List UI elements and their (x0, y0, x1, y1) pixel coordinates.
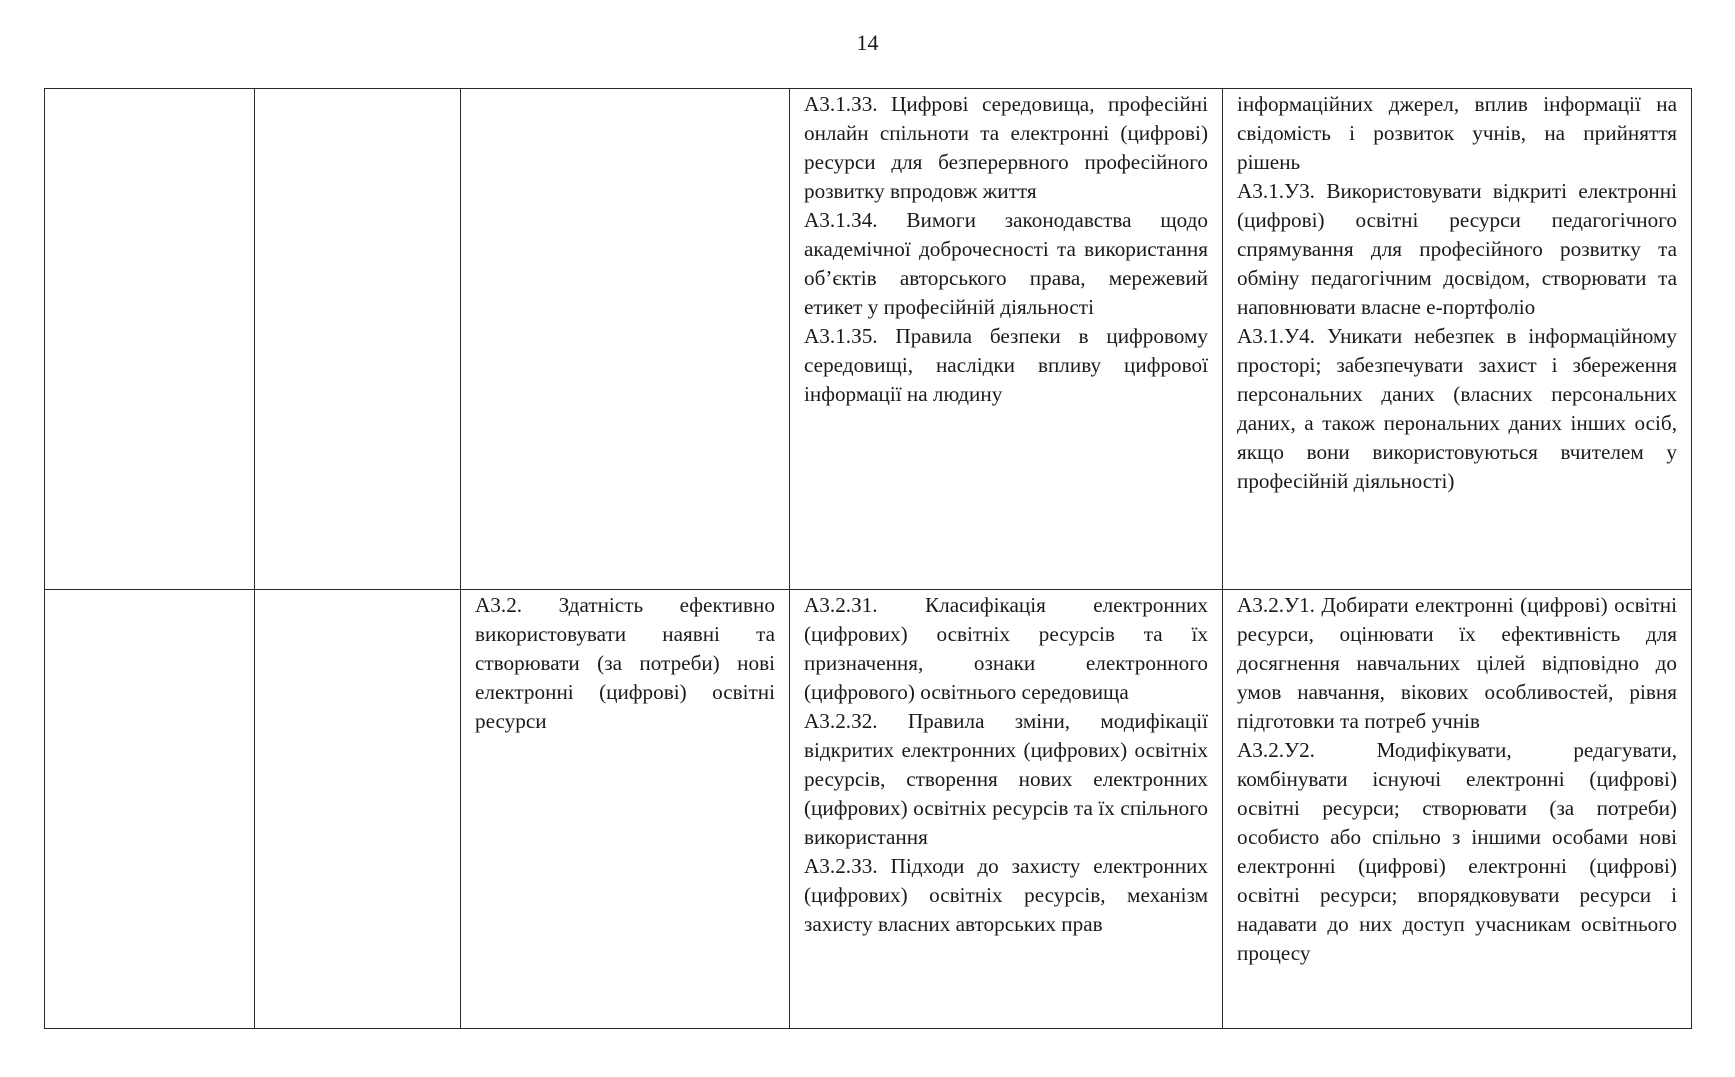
knowledge-item: А3.2.З3. Підходи до захисту електронних (цифрових) освітніх ресурсів, механізм захисту власних авторських прав (804, 854, 1208, 936)
knowledge-item: А3.2.З2. Правила зміни, модифікації відкритих електронних (цифрових) освітніх ресурсів, створення нових електронних (цифрових) освітніх ресурсів та їх спільного використання (804, 709, 1208, 849)
empty-cell (45, 590, 255, 1029)
skills-cell (1223, 89, 1692, 590)
competency-text: А3.2. Здатність ефективно використовувати наявні та створювати (за потреби) нові електронні (цифрові) освітні ресурси (475, 593, 775, 733)
table-row (45, 590, 1692, 1029)
empty-cell (255, 89, 461, 590)
competency-cell (461, 590, 790, 1029)
skill-item: А3.2.У1. Добирати електронні (цифрові) освітні ресурси, оцінювати їх ефективність для досягнення навчальних цілей відповідно до умов навчання, вікових особливостей, рівня підготовки та потреб учнів (1237, 593, 1677, 733)
knowledge-item: А3.1.З4. Вимоги законодавства щодо академічної доброчесності та використання об’єктів авторського права, мережевий етикет у професійній діяльності (804, 208, 1208, 319)
knowledge-cell (790, 89, 1223, 590)
empty-cell (255, 590, 461, 1029)
skill-item: А3.1.У4. Уникати небезпек в інформаційному просторі; забезпечувати захист і збереження персональних даних (власних персональних даних, а також перональних даних інших осіб, якщо вони використовуються вчителем у професійній діяльності) (1237, 324, 1677, 493)
skill-item: інформаційних джерел, вплив інформації на свідомість і розвиток учнів, на прийняття рішень (1237, 92, 1677, 174)
knowledge-item: А3.1.З3. Цифрові середовища, професійні онлайн спільноти та електронні (цифрові) ресурси для безперервного професійного розвитку впродовж життя (804, 92, 1208, 203)
knowledge-item: А3.2.З1. Класифікація електронних (цифрових) освітніх ресурсів та їх призначення, ознаки електронного (цифрового) освітнього середовища (804, 593, 1208, 704)
skill-item: А3.1.У3. Використовувати відкриті електронні (цифрові) освітні ресурси педагогічного спрямування для професійного розвитку та обміну педагогічним досвідом, створювати та наповнювати власне е-портфоліо (1237, 179, 1677, 319)
knowledge-cell (790, 590, 1223, 1029)
knowledge-item: А3.1.З5. Правила безпеки в цифровому середовищі, наслідки впливу цифрової інформації на людину (804, 324, 1208, 406)
page-number: 14 (856, 30, 879, 55)
skills-cell (1223, 590, 1692, 1029)
table-row (45, 89, 1692, 590)
empty-cell (45, 89, 255, 590)
skill-item: А3.2.У2. Модифікувати, редагувати, комбінувати існуючі електронні (цифрові) освітні ресурси; створювати (за потреби) особисто або спільно з іншими особами нові електронні (цифрові) електронні (цифрові) освітні ресурси; впорядковувати ресурси і надавати до них доступ учасникам освітнього процесу (1237, 738, 1677, 965)
competency-table (44, 88, 1692, 1029)
competency-cell (461, 89, 790, 590)
